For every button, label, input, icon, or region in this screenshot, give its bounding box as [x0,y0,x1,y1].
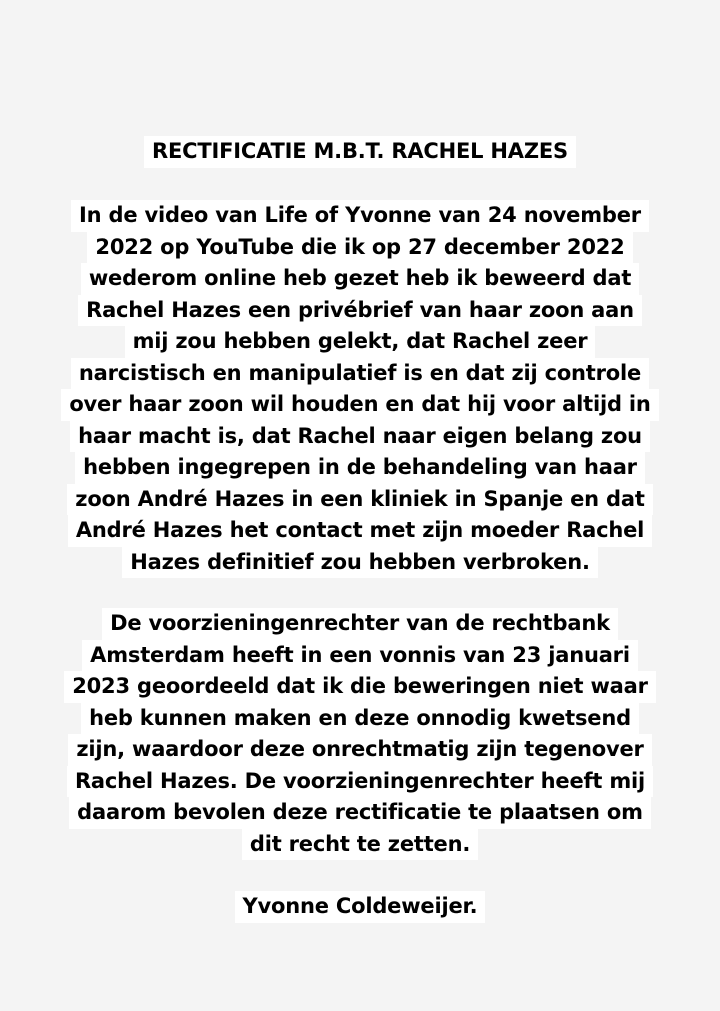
paragraph-1-line: over haar zoon wil houden en dat hij voor altijd in [61,389,658,421]
paragraph-1-line: hebben ingegrepen in de behandeling van haar [75,452,645,484]
paragraph-2-line: Rachel Hazes. De voorzieningenrechter heeft mij [67,766,653,798]
paragraph-1-line: haar macht is, dat Rachel naar eigen belang zou [70,421,650,453]
paragraph-2-line: dit recht te zetten. [242,829,478,861]
paragraph-1-line: 2022 op YouTube die ik op 27 december 2022 [87,232,632,264]
document-title: RECTIFICATIE M.B.T. RACHEL HAZES [144,136,576,168]
paragraph-2-line: daarom bevolen deze rectificatie te plaatsen om [69,797,651,829]
paragraph-1-line: André Hazes het contact met zijn moeder Rachel [68,515,652,547]
paragraph-2-line: 2023 geoordeeld dat ik die beweringen niet waar [64,671,656,703]
paragraph-1-line: Hazes definitief zou hebben verbroken. [122,547,597,579]
paragraph-2-line: zijn, waardoor deze onrechtmatig zijn tegenover [68,734,651,766]
paragraph-1-line: narcistisch en manipulatief is en dat zij controle [71,358,649,390]
title-block [0,136,720,168]
paragraph-2-line: Amsterdam heeft in een vonnis van 23 januari [82,640,638,672]
paragraph-1-line: Rachel Hazes een privébrief van haar zoon aan [78,295,642,327]
paragraph-1-line: In de video van Life of Yvonne van 24 november [71,200,649,232]
paragraph-1-line: mij zou hebben gelekt, dat Rachel zeer [125,326,596,358]
paragraph-1 [0,200,720,578]
paragraph-1-line: wederom online heb gezet heb ik beweerd dat [81,263,639,295]
paragraph-1-line: zoon André Hazes in een kliniek in Spanje en dat [67,484,652,516]
signature-block [0,891,720,923]
paragraph-2-line: De voorzieningenrechter van de rechtbank [102,608,618,640]
signature: Yvonne Coldeweijer. [235,891,486,923]
paragraph-2 [0,608,720,860]
paragraph-2-line: heb kunnen maken en deze onnodig kwetsend [81,703,639,735]
